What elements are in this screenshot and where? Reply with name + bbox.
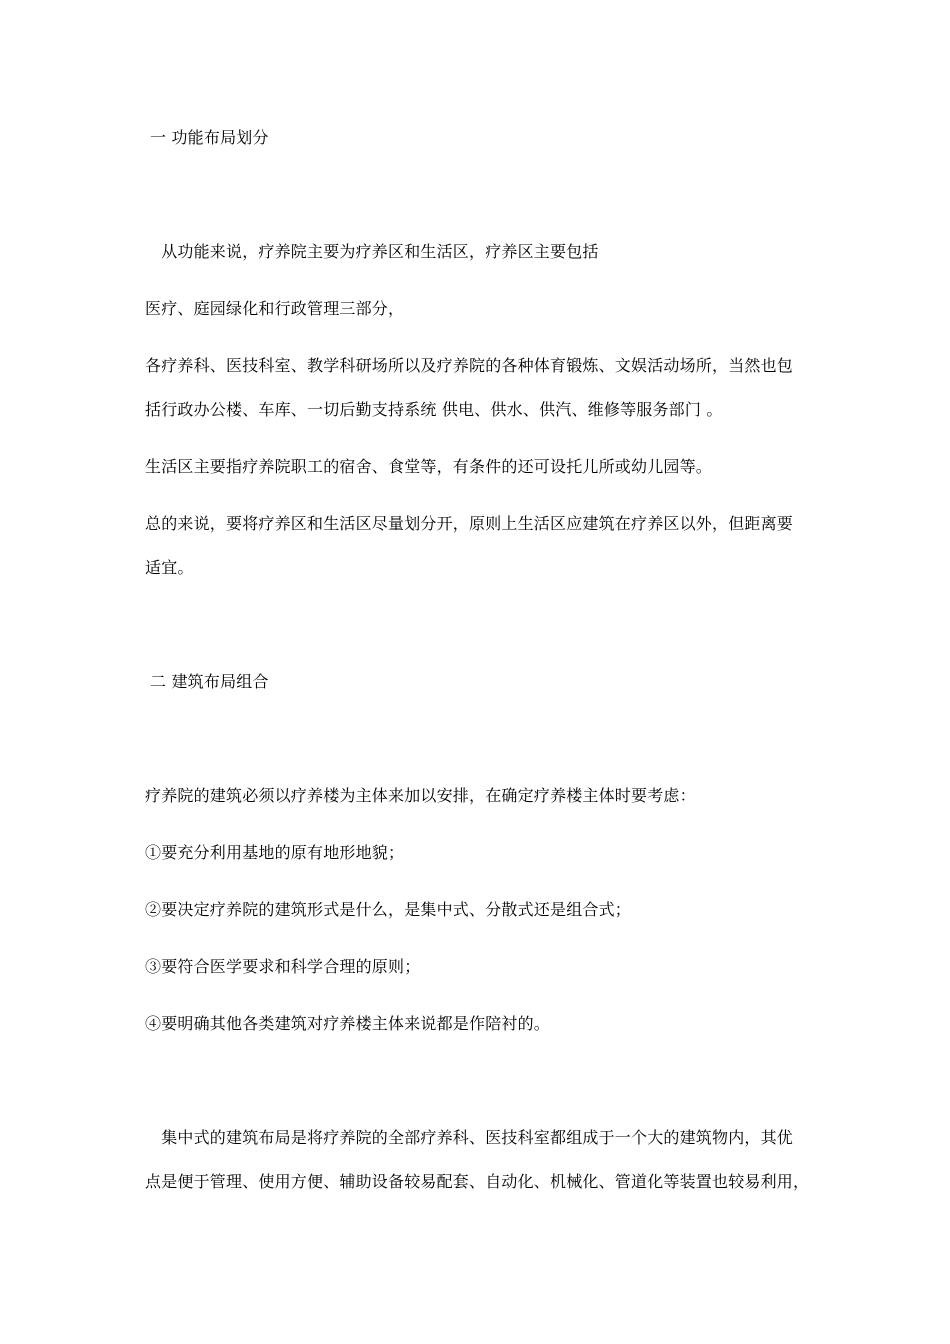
list-item: ①要充分利用基地的原有地形地貌； bbox=[145, 843, 405, 862]
paragraph-line: 点是便于管理、使用方便、辅助设备较易配套、自动化、机械化、管道化等装置也较易利用， bbox=[145, 1172, 810, 1191]
list-item: ④要明确其他各类建筑对疗养楼主体来说都是作陪衬的。 bbox=[145, 1014, 551, 1033]
paragraph-line: 医疗、庭园绿化和行政管理三部分， bbox=[145, 299, 405, 318]
section-heading-1: 一 功能布局划分 bbox=[150, 128, 269, 147]
paragraph-line: 总的来说，要将疗养区和生活区尽量划分开，原则上生活区应建筑在疗养区以外，但距离要 bbox=[145, 514, 794, 533]
paragraph-line: 集中式的建筑布局是将疗养院的全部疗养科、医技科室都组成于一个大的建筑物内，其优 bbox=[145, 1128, 794, 1147]
list-item: ②要决定疗养院的建筑形式是什么，是集中式、分散式还是组合式； bbox=[145, 900, 632, 919]
paragraph-line: 疗养院的建筑必须以疗养楼为主体来加以安排，在确定疗养楼主体时要考虑： bbox=[145, 786, 696, 805]
paragraph-line: 各疗养科、医技科室、教学科研场所以及疗养院的各种体育锻炼、文娱活动场所，当然也包 bbox=[145, 356, 794, 375]
paragraph-line: 适宜。 bbox=[145, 558, 194, 577]
list-item: ③要符合医学要求和科学合理的原则； bbox=[145, 957, 421, 976]
section-heading-2: 二 建筑布局组合 bbox=[150, 672, 269, 691]
paragraph-line: 从功能来说，疗养院主要为疗养区和生活区，疗养区主要包括 bbox=[145, 242, 599, 261]
paragraph-line: 括行政办公楼、车库、一切后勤支持系统 供电、供水、供汽、维修等服务部门 。 bbox=[145, 400, 723, 419]
paragraph-line: 生活区主要指疗养院职工的宿舍、食堂等，有条件的还可设托儿所或幼儿园等。 bbox=[145, 457, 713, 476]
